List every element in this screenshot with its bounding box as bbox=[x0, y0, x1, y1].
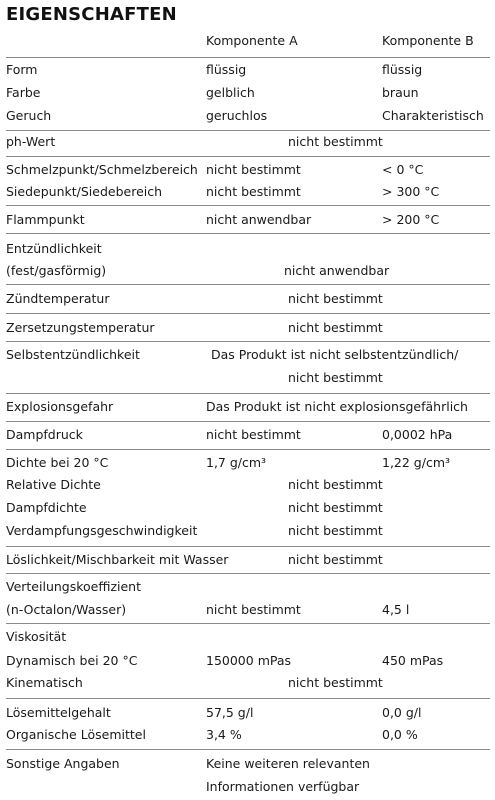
row-group-melting-boiling bbox=[6, 157, 490, 206]
row-group-viskositaet bbox=[6, 624, 490, 699]
page-title: EIGENSCHAFTEN bbox=[6, 4, 177, 25]
row-loeslichkeit bbox=[6, 547, 490, 574]
label-verteilungskoeffizient-line1: Verteilungskoeffizient bbox=[6, 579, 142, 594]
value-kinematisch: nicht bestimmt bbox=[288, 675, 383, 690]
row-ph bbox=[6, 130, 490, 157]
value-zersetzungstemperatur: nicht bestimmt bbox=[288, 320, 383, 335]
value-selbstentzuendlichkeit-line1: Das Produkt ist nicht selbstentzündlich/ bbox=[211, 347, 459, 362]
row-verteilungskoeffizient bbox=[6, 574, 490, 624]
label-geruch: Geruch bbox=[6, 108, 52, 123]
label-loesemittelgehalt: Lösemittelgehalt bbox=[6, 705, 111, 720]
row-dampfdruck bbox=[6, 422, 490, 450]
value-schmelzpunkt-a: nicht bestimmt bbox=[206, 162, 301, 177]
row-selbstentzuendlichkeit bbox=[6, 342, 490, 394]
value-form-a: flüssig bbox=[206, 62, 247, 77]
value-siedepunkt-a: nicht bestimmt bbox=[206, 184, 301, 199]
value-farbe-a: gelblich bbox=[206, 85, 255, 100]
value-selbstentzuendlichkeit-line2: nicht bestimmt bbox=[288, 370, 383, 385]
row-flammpunkt bbox=[6, 206, 490, 234]
value-dynamisch-b: 450 mPas bbox=[382, 653, 444, 668]
label-form: Form bbox=[6, 62, 38, 77]
row-entzuendlichkeit bbox=[6, 234, 490, 285]
value-zuendtemperatur: nicht bestimmt bbox=[288, 291, 383, 306]
row-zersetzungstemperatur bbox=[6, 314, 490, 342]
label-dynamisch: Dynamisch bei 20 °C bbox=[6, 653, 138, 668]
label-sonstige-angaben: Sonstige Angaben bbox=[6, 756, 120, 771]
value-verteilungskoeffizient-b: 4,5 l bbox=[382, 602, 410, 617]
value-loesemittelgehalt-b: 0,0 g/l bbox=[382, 705, 422, 720]
value-dampfdichte: nicht bestimmt bbox=[288, 500, 383, 515]
value-siedepunkt-b: > 300 °C bbox=[382, 184, 440, 199]
label-ph: ph-Wert bbox=[6, 134, 56, 149]
value-farbe-b: braun bbox=[382, 85, 419, 100]
row-explosionsgefahr bbox=[6, 394, 490, 422]
label-kinematisch: Kinematisch bbox=[6, 675, 83, 690]
label-explosionsgefahr: Explosionsgefahr bbox=[6, 399, 114, 414]
label-dampfdichte: Dampfdichte bbox=[6, 500, 87, 515]
label-zuendtemperatur: Zündtemperatur bbox=[6, 291, 110, 306]
row-group-appearance bbox=[6, 57, 490, 131]
label-verdampfungsgeschwindigkeit: Verdampfungsgeschwindigkeit bbox=[6, 523, 198, 538]
value-verteilungskoeffizient-a: nicht bestimmt bbox=[206, 602, 301, 617]
value-dampfdruck-a: nicht bestimmt bbox=[206, 427, 301, 442]
label-entzuendlichkeit-line1: Entzündlichkeit bbox=[6, 241, 102, 256]
value-explosionsgefahr: Das Produkt ist nicht explosionsgefährlich bbox=[206, 399, 468, 414]
value-dichte-b: 1,22 g/cm³ bbox=[382, 455, 451, 470]
label-organische-loesemittel: Organische Lösemittel bbox=[6, 727, 146, 742]
label-dampfdruck: Dampfdruck bbox=[6, 427, 83, 442]
label-viskositaet: Viskosität bbox=[6, 629, 67, 644]
value-sonstige-angaben-line1: Keine weiteren relevanten bbox=[206, 756, 370, 771]
value-verdampfungsgeschwindigkeit: nicht bestimmt bbox=[288, 523, 383, 538]
value-dampfdruck-b: 0,0002 hPa bbox=[382, 427, 453, 442]
value-flammpunkt-a: nicht anwendbar bbox=[206, 212, 312, 227]
label-entzuendlichkeit-line2: (fest/gasförmig) bbox=[6, 263, 107, 278]
value-organische-loesemittel-a: 3,4 % bbox=[206, 727, 242, 742]
value-dynamisch-a: 150000 mPas bbox=[206, 653, 292, 668]
row-zuendtemperatur bbox=[6, 285, 490, 314]
value-ph: nicht bestimmt bbox=[288, 134, 383, 149]
value-flammpunkt-b: > 200 °C bbox=[382, 212, 440, 227]
value-sonstige-angaben-line2: Informationen verfügbar bbox=[206, 779, 360, 794]
value-geruch-b: Charakteristisch bbox=[382, 108, 484, 123]
value-loeslichkeit: nicht bestimmt bbox=[288, 552, 383, 567]
value-loesemittelgehalt-a: 57,5 g/l bbox=[206, 705, 254, 720]
label-flammpunkt: Flammpunkt bbox=[6, 212, 85, 227]
value-entzuendlichkeit: nicht anwendbar bbox=[284, 263, 390, 278]
value-form-b: flüssig bbox=[382, 62, 423, 77]
column-header-component-a: Komponente A bbox=[206, 33, 298, 48]
label-relative-dichte: Relative Dichte bbox=[6, 477, 101, 492]
label-schmelzpunkt: Schmelzpunkt/Schmelzbereich bbox=[6, 162, 198, 177]
value-relative-dichte: nicht bestimmt bbox=[288, 477, 383, 492]
row-sonstige-angaben bbox=[6, 750, 490, 800]
label-loeslichkeit: Löslichkeit/Mischbarkeit mit Wasser bbox=[6, 552, 229, 567]
label-farbe: Farbe bbox=[6, 85, 41, 100]
value-organische-loesemittel-b: 0,0 % bbox=[382, 727, 418, 742]
column-header-component-b: Komponente B bbox=[382, 33, 474, 48]
label-siedepunkt: Siedepunkt/Siedebereich bbox=[6, 184, 163, 199]
label-verteilungskoeffizient-line2: (n-Octalon/Wasser) bbox=[6, 602, 127, 617]
row-group-dichte bbox=[6, 450, 490, 547]
label-selbstentzuendlichkeit: Selbstentzündlichkeit bbox=[6, 347, 140, 362]
value-geruch-a: geruchlos bbox=[206, 108, 268, 123]
label-dichte: Dichte bei 20 °C bbox=[6, 455, 109, 470]
value-schmelzpunkt-b: < 0 °C bbox=[382, 162, 424, 177]
row-group-loesemittel bbox=[6, 699, 490, 750]
label-zersetzungstemperatur: Zersetzungstemperatur bbox=[6, 320, 155, 335]
value-dichte-a: 1,7 g/cm³ bbox=[206, 455, 267, 470]
